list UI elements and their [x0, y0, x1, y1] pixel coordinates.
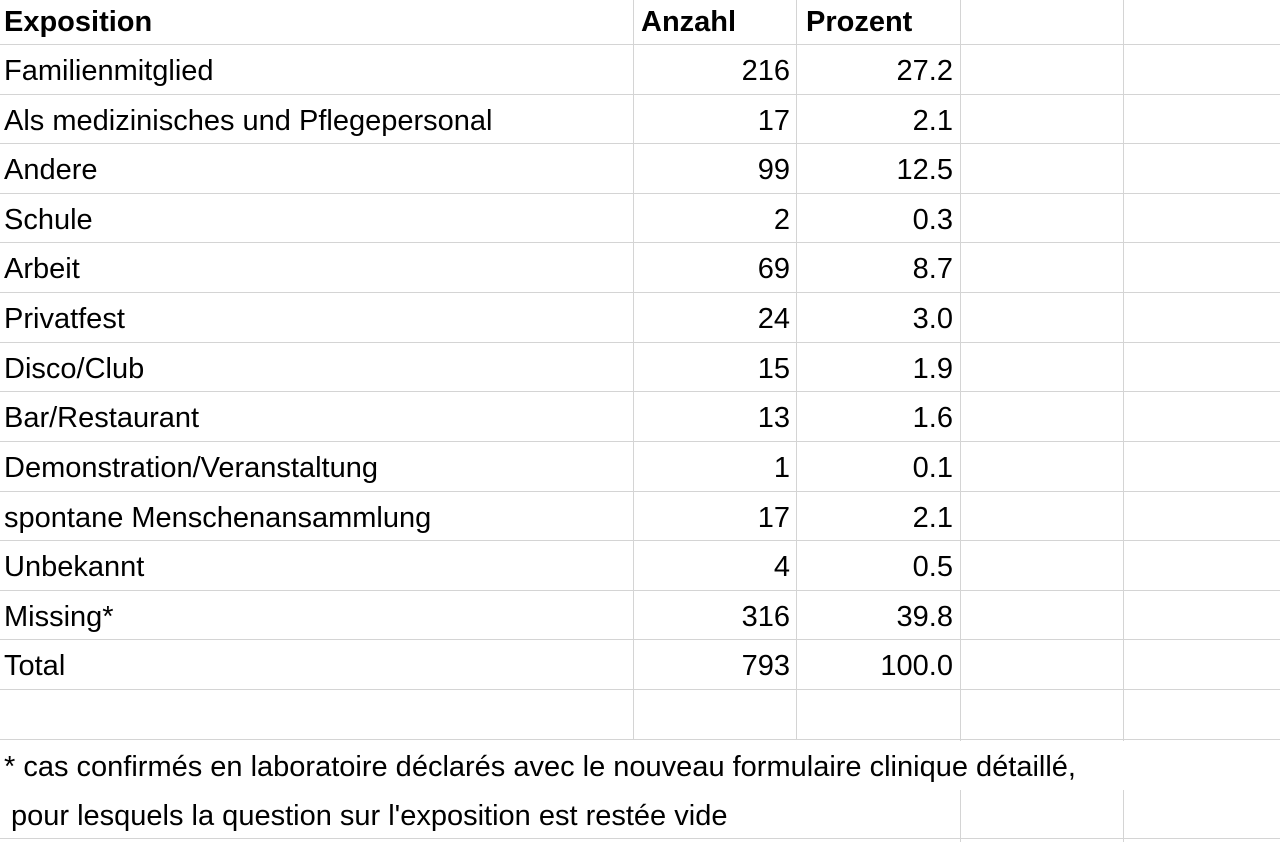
row-percent[interactable]: 2.1	[912, 105, 953, 137]
row-count[interactable]: 316	[741, 601, 790, 633]
row-count[interactable]: 69	[757, 253, 790, 285]
row-label[interactable]: Disco/Club	[4, 353, 145, 385]
row-percent[interactable]: 12.5	[896, 154, 953, 186]
row-label[interactable]: Privatfest	[4, 303, 125, 335]
row-label[interactable]: Unbekannt	[4, 551, 145, 583]
row-percent[interactable]: 8.7	[912, 253, 953, 285]
row-count[interactable]: 17	[757, 502, 790, 534]
row-count[interactable]: 17	[757, 105, 790, 137]
header-exposition[interactable]: Exposition	[4, 6, 153, 38]
row-label[interactable]: Arbeit	[4, 253, 80, 285]
row-label[interactable]: Familienmitglied	[4, 55, 214, 87]
row-count[interactable]: 99	[757, 154, 790, 186]
footnote-line-1[interactable]: * cas confirmés en laboratoire déclarés avec le nouveau formulaire clinique détaillé,	[4, 751, 1076, 783]
row-percent[interactable]: 1.9	[912, 353, 953, 385]
row-percent[interactable]: 27.2	[896, 55, 953, 87]
grid-line	[960, 0, 961, 842]
row-label[interactable]: Schule	[4, 204, 93, 236]
row-label[interactable]: Missing*	[4, 601, 114, 633]
row-percent[interactable]: 39.8	[896, 601, 953, 633]
row-percent[interactable]: 100.0	[880, 650, 953, 682]
row-label[interactable]: spontane Menschenansammlung	[4, 502, 432, 534]
grid-line	[0, 739, 1280, 740]
row-percent[interactable]: 2.1	[912, 502, 953, 534]
row-count[interactable]: 13	[757, 402, 790, 434]
row-percent[interactable]: 0.3	[912, 204, 953, 236]
row-percent[interactable]: 0.1	[912, 452, 953, 484]
row-label[interactable]: Demonstration/Veranstaltung	[4, 452, 378, 484]
row-count[interactable]: 4	[773, 551, 790, 583]
row-count[interactable]: 24	[757, 303, 790, 335]
header-count[interactable]: Anzahl	[641, 6, 737, 38]
row-count[interactable]: 793	[741, 650, 790, 682]
row-count[interactable]: 15	[757, 353, 790, 385]
grid-line	[1123, 0, 1124, 842]
row-label[interactable]: Als medizinisches und Pflegepersonal	[4, 105, 493, 137]
row-count[interactable]: 1	[773, 452, 790, 484]
row-percent[interactable]: 0.5	[912, 551, 953, 583]
row-count[interactable]: 216	[741, 55, 790, 87]
row-count[interactable]: 2	[773, 204, 790, 236]
row-label[interactable]: Total	[4, 650, 66, 682]
footnote-line-2[interactable]: pour lesquels la question sur l'exposition est restée vide	[11, 800, 728, 832]
header-percent[interactable]: Prozent	[806, 6, 913, 38]
grid-line	[0, 44, 1280, 45]
row-label[interactable]: Bar/Restaurant	[4, 402, 200, 434]
row-label[interactable]: Andere	[4, 154, 98, 186]
row-percent[interactable]: 3.0	[912, 303, 953, 335]
row-percent[interactable]: 1.6	[912, 402, 953, 434]
